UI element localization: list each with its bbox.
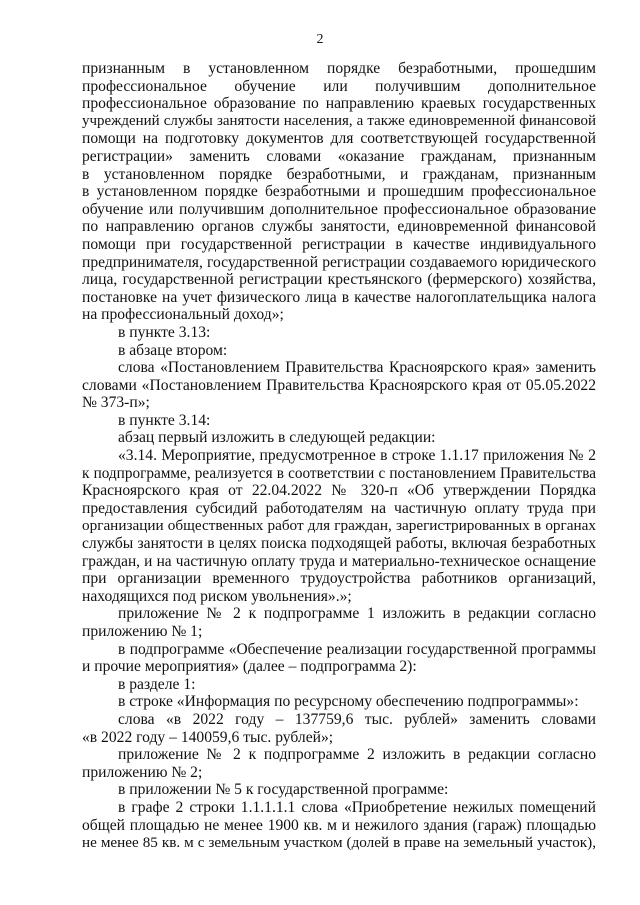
- text-line: в установленном порядке безработными и прошедшим профессиональное: [82, 183, 596, 201]
- text-line: слова «в 2022 году – 137759,6 тыс. рублей» заменить словами: [118, 710, 596, 728]
- text-line: в разделе 1:: [118, 675, 196, 693]
- text-line: предоставления субсидий работодателям на частичную оплату труда при: [82, 499, 596, 517]
- text-line: не менее 85 кв. м с земельным участком (долей в праве на земельный участок),: [82, 834, 596, 852]
- text-line: учреждений службы занятости населения, а также единовременной финансовой: [82, 112, 596, 129]
- text-line: в подпрограмме «Обеспечение реализации государственной программы: [118, 640, 596, 658]
- text-line: приложению № 1;: [82, 623, 203, 640]
- text-line: слова «Постановлением Правительства Красноярского края» заменить: [118, 359, 596, 377]
- text-line: обучение или получившим дополнительное профессиональное образование: [82, 200, 596, 218]
- text-line: общей площадью не менее 1900 кв. м и нежилого здания (гараж) площадью: [82, 816, 596, 834]
- text-line: абзац первый изложить в следующей редакции:: [118, 429, 436, 447]
- text-line: помощи при государственной регистрации в качестве индивидуального: [82, 235, 596, 253]
- text-line: «3.14. Мероприятие, предусмотренное в строке 1.1.17 приложения № 2: [118, 447, 596, 465]
- text-line: № 373-п»;: [82, 394, 150, 412]
- text-line: Красноярского края от 22.04.2022 № 320-п «Об утверждении Порядка: [82, 482, 596, 500]
- text-line: предпринимателя, государственной регистрации создаваемого юридического: [82, 253, 596, 271]
- text-line: приложению № 2;: [82, 763, 203, 781]
- text-line: помощи на подготовку документов для соответствующей государственной: [82, 130, 596, 148]
- text-line: в пункте 3.14:: [118, 411, 211, 429]
- text-line: приложение № 2 к подпрограмме 1 изложить в редакции согласно: [118, 605, 596, 623]
- text-line: в графе 2 строки 1.1.1.1.1 слова «Приобретение нежилых помещений: [118, 798, 596, 816]
- text-line: регистрации» заменить словами «оказание гражданам, признанным: [82, 147, 596, 165]
- text-line: к подпрограмме, реализуется в соответствии с постановлением Правительства: [82, 464, 596, 482]
- text-line: приложение № 2 к подпрограмме 2 изложить в редакции согласно: [118, 746, 596, 764]
- text-line: службы занятости в целях поиска подходящей работы, включая безработных: [82, 535, 596, 553]
- text-line: лица, государственной регистрации крестьянского (фермерского) хозяйства,: [82, 271, 596, 289]
- document-body: [82, 60, 596, 852]
- text-line: в пункте 3.13:: [118, 323, 211, 341]
- text-line: профессиональное обучение или получившим дополнительное: [82, 77, 596, 95]
- text-line: при организации временного трудоустройства работников организаций,: [82, 570, 596, 588]
- text-line: и прочие мероприятия» (далее – подпрограмма 2):: [82, 658, 417, 676]
- text-line: постановке на учет физического лица в качестве налогоплательщика налога: [82, 288, 596, 306]
- text-line: на профессиональный доход»;: [82, 306, 284, 324]
- text-line: в строке «Информация по ресурсному обеспечению подпрограммы»:: [118, 693, 579, 711]
- text-line: в абзаце втором:: [118, 341, 228, 359]
- text-line: по направлению органов службы занятости, единовременной финансовой: [82, 218, 596, 236]
- text-line: граждан, и на частичную оплату труда и материально-техническое оснащение: [82, 552, 596, 570]
- text-line: в установленном порядке безработными, и гражданам, признанным: [82, 165, 596, 183]
- text-line: в приложении № 5 к государственной программе:: [118, 781, 449, 799]
- text-line: «в 2022 году – 140059,6 тыс. рублей»;: [82, 728, 334, 746]
- text-line: профессиональное образование по направлению краевых государственных: [82, 95, 596, 113]
- page-number: 2: [316, 32, 324, 47]
- text-line: организации общественных работ для граждан, зарегистрированных в органах: [82, 517, 596, 535]
- text-line: находящихся под риском увольнения».»;: [82, 587, 352, 605]
- text-line: признанным в установленном порядке безработными, прошедшим: [82, 60, 596, 77]
- text-line: словами «Постановлением Правительства Красноярского края от 05.05.2022: [82, 376, 596, 394]
